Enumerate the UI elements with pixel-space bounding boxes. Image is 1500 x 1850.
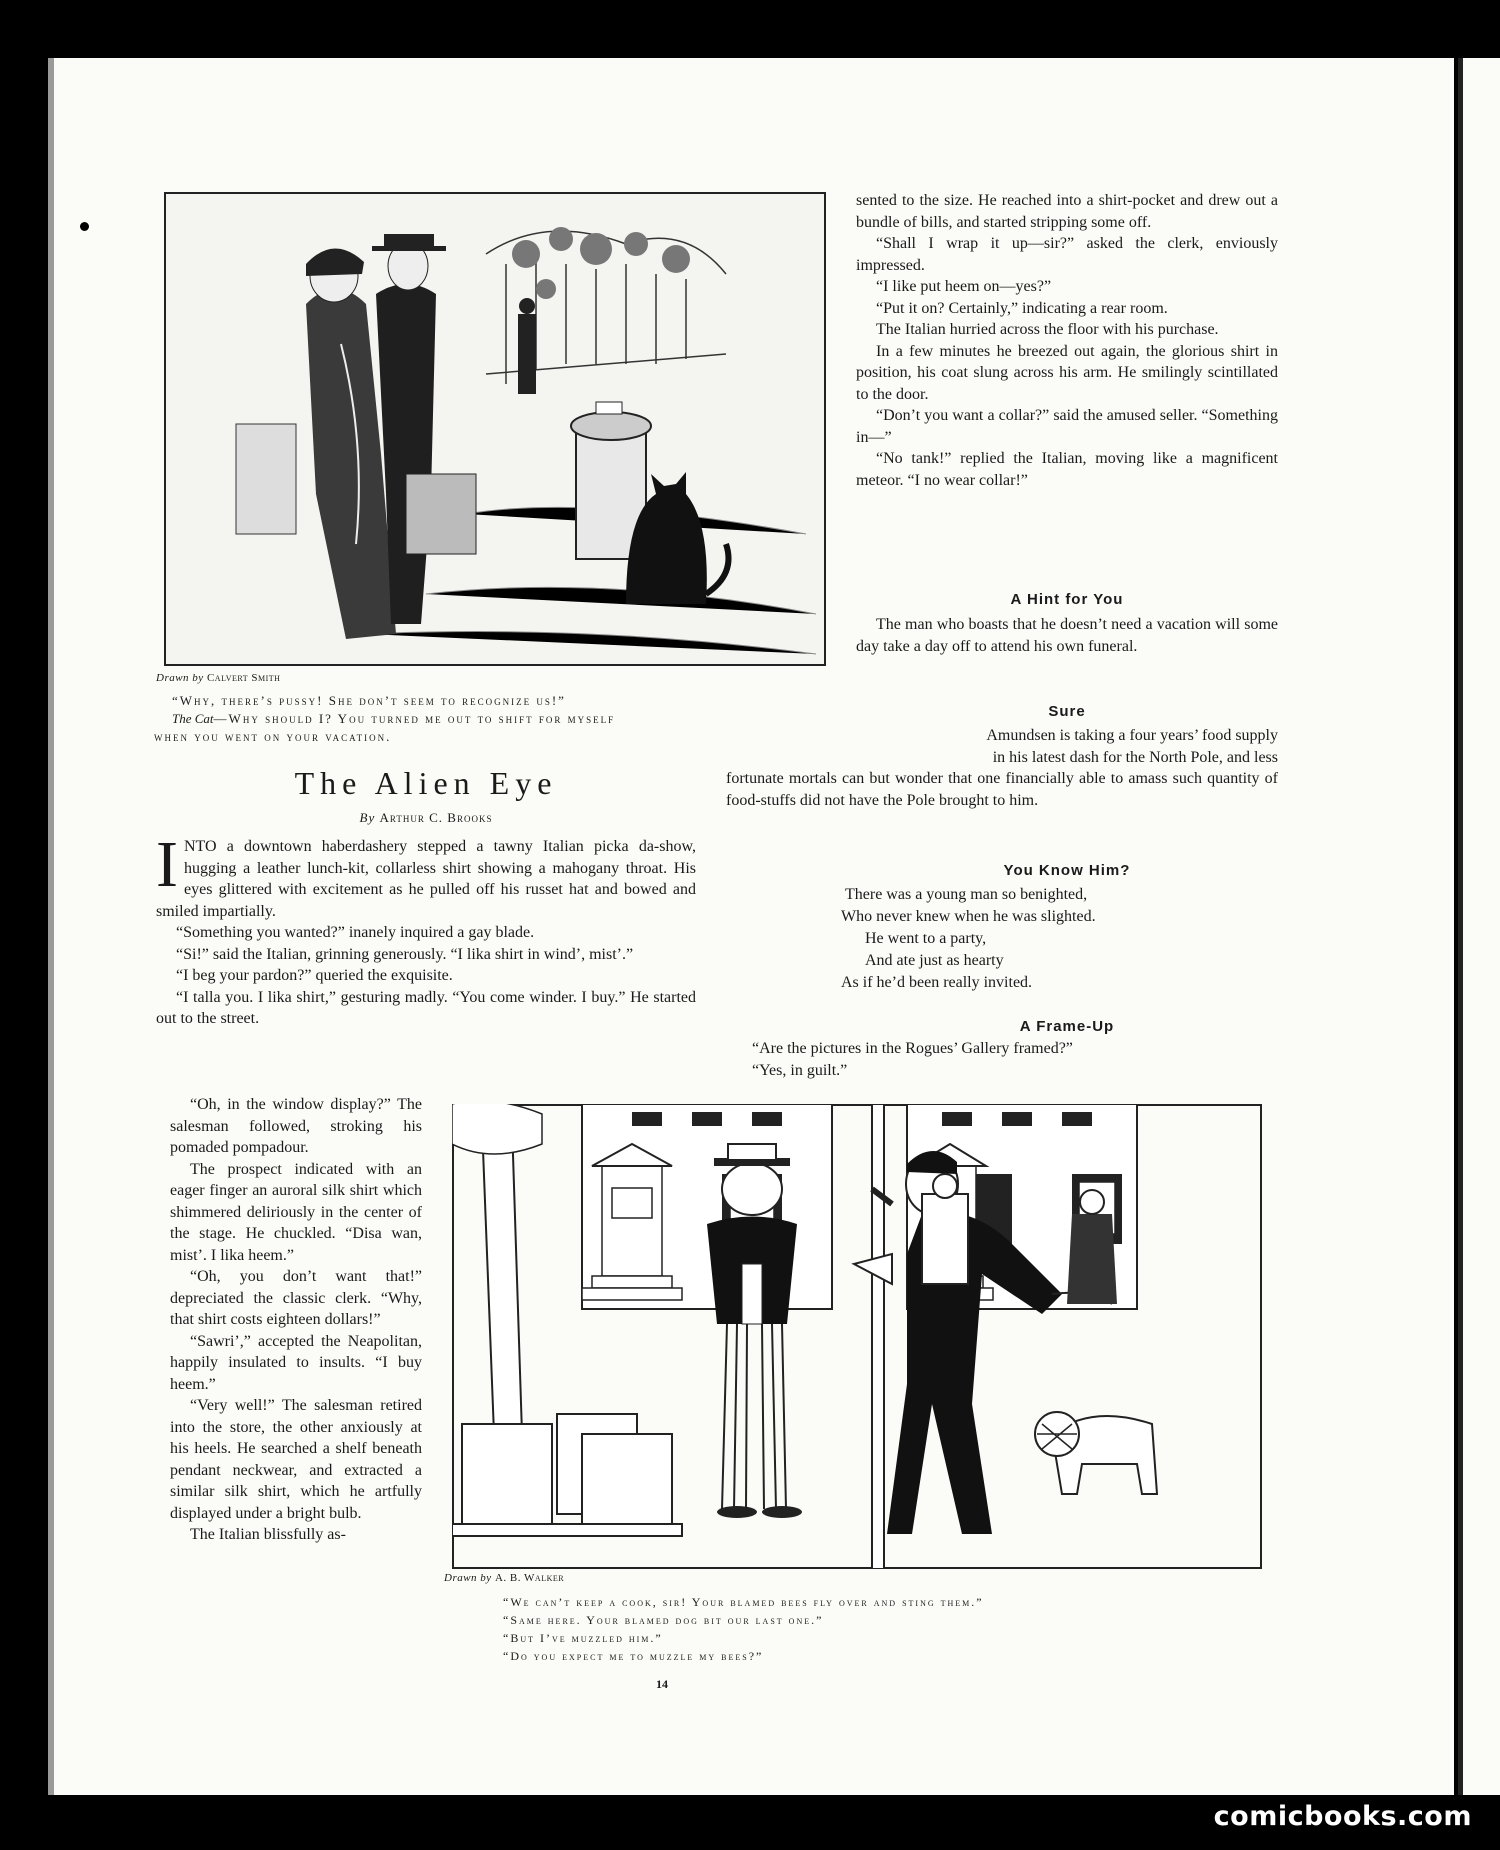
poem-line: Who never knew when he was slighted. (841, 908, 1096, 925)
poem-line: He went to a party, (865, 930, 987, 947)
frame-up-line: “Yes, in guilt.” (752, 1062, 848, 1079)
poem-line: As if he’d been really invited. (841, 974, 1033, 991)
sure-line: in his latest dash for the North Pole, and less (992, 748, 1278, 766)
frame-up-text (752, 1038, 1073, 1082)
poem-line: There was a young man so benighted, (845, 886, 1088, 903)
paragraph: “Oh, in the window display?” The salesman followed, stroking his pomaded pompadour. (170, 1096, 422, 1156)
hint-text (856, 614, 1278, 657)
caption-line: —Why should I? You turned me out to shift for myself (213, 711, 616, 726)
bottom-illustration (452, 1104, 1262, 1569)
frame-up-heading: A Frame-Up (1019, 1018, 1115, 1035)
byline-prefix: By (359, 810, 376, 825)
paragraph: The prospect indicated with an eager finger an auroral silk shirt which shimmered deliriously in the center of the stage. He chuckled. “Disa wan, mist’. I lika heem.” (170, 1160, 422, 1264)
sure-line: Amundsen is taking a four years’ food supply (986, 727, 1278, 744)
paragraph: In a few minutes he breezed out again, the glorious shirt in position, his coat slung across his arm. He smilingly scintillated to the door. (856, 342, 1278, 403)
caption-line: “Same here. Your blamed dog bit our last one.” (503, 1613, 824, 1627)
paragraph: “Very well!” The salesman retired into the store, the other anxiously at his heels. He searched a shelf beneath pendant neckwear, and extracted a similar silk shirt, which he artfully displayed under a bright bulb. (170, 1397, 422, 1522)
top-illustration (164, 192, 826, 666)
page-number: 14 (656, 1677, 668, 1691)
credit-prefix: Drawn by (156, 672, 204, 684)
caption-line: “Do you expect me to muzzle my bees?” (503, 1649, 764, 1663)
paragraph: The man who boasts that he doesn’t need a vacation will some day take a day off to attend his own funeral. (856, 616, 1278, 655)
credit-prefix: Drawn by (444, 1572, 492, 1584)
paragraph: “Something you wanted?” inanely inquired a gay blade. (176, 924, 535, 941)
article-narrow-column (170, 1094, 422, 1546)
paragraph: NTO a downtown haberdashery stepped a tawny Italian picka da-show, hugging a leather lunch-kit, collarless shirt showing a mahogany throat. His eyes glittered with excitement as he pulled off his russet hat and bowed and smiled impartially. (156, 838, 696, 920)
caption-line: “Why, there’s pussy! She don’t seem to recognize us!” (172, 693, 566, 708)
paragraph: sented to the size. He reached into a shirt-pocket and drew out a bundle of bills, and started stripping some off. (856, 192, 1278, 231)
paragraph: The Italian blissfully as- (190, 1526, 346, 1543)
drop-cap: I (156, 828, 178, 901)
limerick (841, 884, 1096, 994)
paragraph: “Si!” said the Italian, grinning generously. “I lika shirt in wind’, mist’.” (176, 945, 634, 963)
paragraph: “Put it on? Certainly,” indicating a rear room. (876, 299, 1168, 317)
article-title: The Alien Eye (294, 765, 558, 801)
know-him-heading: You Know Him? (1003, 862, 1131, 879)
paragraph: “No tank!” replied the Italian, moving like a magnificent meteor. “I no wear collar!” (856, 450, 1278, 489)
article-byline (236, 810, 616, 826)
caption-line: “We can’t keep a cook, sir! Your blamed bees fly over and sting them.” (503, 1595, 984, 1609)
poem-line: And ate just as hearty (865, 952, 1004, 969)
artist-name: Calvert Smith (206, 672, 281, 684)
paragraph: “I like put heem on—yes?” (876, 278, 1052, 295)
paragraph: The Italian hurried across the floor with his purchase. (876, 321, 1219, 338)
watermark: comicbooks.com (1213, 1801, 1472, 1832)
artist-name: A. B. Walker (494, 1572, 565, 1584)
sure-text-top (876, 725, 1278, 768)
sure-text-rest (726, 768, 1278, 811)
margin-dot (80, 222, 89, 231)
article-continuation (856, 190, 1278, 491)
paragraph: “Don’t you want a collar?” said the amused seller. “Something in—” (856, 407, 1278, 446)
caption-speaker: The Cat (172, 711, 214, 726)
bottom-illustration-caption (503, 1593, 1263, 1665)
caption-line: “But I’ve muzzled him.” (503, 1631, 663, 1645)
top-illustration-credit (156, 672, 280, 684)
paragraph: “I talla you. I lika shirt,” gesturing madly. “You come winder. I buy.” He started out to the street. (156, 988, 696, 1027)
paragraph: “Shall I wrap it up—sir?” asked the clerk, enviously impressed. (856, 235, 1278, 274)
next-page-edge (1458, 58, 1500, 1795)
article-intro (156, 828, 696, 1030)
top-illustration-caption (154, 692, 812, 746)
couple-with-cat-drawing (166, 194, 824, 664)
frame-up-line: “Are the pictures in the Rogues’ Gallery framed?” (752, 1040, 1073, 1057)
bottom-illustration-credit (444, 1572, 564, 1584)
author-name: Arthur C. Brooks (379, 810, 493, 825)
paragraph: “Sawri’,” accepted the Neapolitan, happily insulated to insults. “I buy heem.” (170, 1332, 422, 1393)
neighbors-argument-drawing (452, 1104, 1262, 1569)
caption-line: when you went on your vacation. (154, 729, 392, 744)
paragraph: fortunate mortals can but wonder that one financially able to amass such quantity of food-stuffs did not have the Pole brought to him. (726, 770, 1278, 809)
hint-heading: A Hint for You (1010, 591, 1124, 608)
paragraph: “Oh, you don’t want that!” depreciated the classic clerk. “Why, that shirt costs eighteen dollars!” (170, 1268, 422, 1328)
sure-heading: Sure (1048, 703, 1086, 720)
paragraph: “I beg your pardon?” queried the exquisite. (176, 967, 453, 984)
